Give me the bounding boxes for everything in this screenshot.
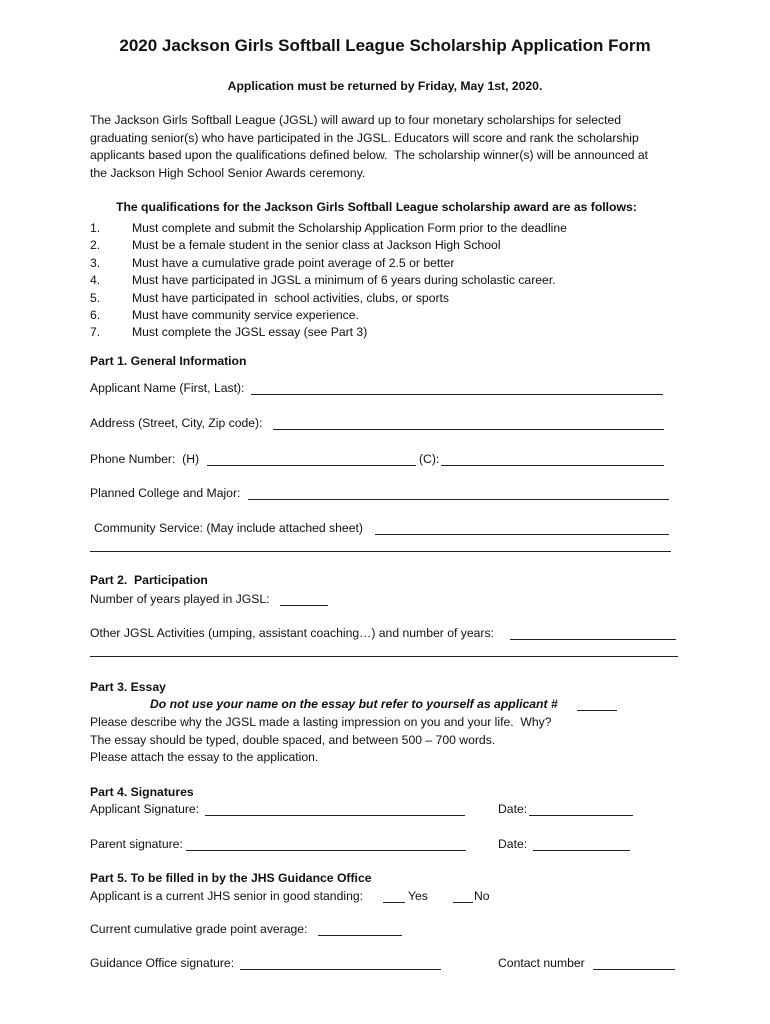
guidance-signature-field[interactable]	[240, 969, 441, 970]
applicant-number-field[interactable]	[577, 710, 617, 711]
deadline-notice: Application must be returned by Friday, May 1st, 2020.	[227, 79, 543, 93]
applicant-name-field[interactable]	[251, 394, 663, 395]
qualification-item: Must have community service experience.	[132, 308, 359, 322]
applicant-name-label: Applicant Name (First, Last):	[90, 381, 245, 395]
qualification-item: Must complete and submit the Scholarship Application Form prior to the deadline	[132, 221, 567, 235]
form-title: 2020 Jackson Girls Softball League Scholarship Application Form	[119, 36, 651, 55]
part5-heading: Part 5. To be filled in by the JHS Guidance Office	[90, 871, 372, 885]
parent-signature-field[interactable]	[186, 850, 466, 851]
guidance-signature-label: Guidance Office signature:	[90, 956, 235, 970]
essay-instruction: Do not use your name on the essay but refer to yourself as applicant #	[150, 697, 558, 711]
intro-line: graduating senior(s) who have participated in the JGSL. Educators will score and rank the scholarship	[90, 131, 639, 145]
years-played-label: Number of years played in JGSL:	[90, 592, 270, 606]
qualification-number: 5.	[90, 291, 101, 305]
home-phone-label: Phone Number: (H)	[90, 452, 200, 466]
part3-heading: Part 3. Essay	[90, 680, 166, 694]
years-played-field[interactable]	[280, 605, 328, 606]
intro-line: applicants based upon the qualifications defined below. The scholarship winner(s) will be announced at	[90, 148, 649, 162]
cell-phone-label: (C):	[419, 452, 440, 466]
college-major-label: Planned College and Major:	[90, 486, 241, 500]
applicant-date-label: Date:	[498, 802, 528, 816]
qualification-number: 2.	[90, 238, 101, 252]
parent-date-label: Date:	[498, 837, 528, 851]
gpa-label: Current cumulative grade point average:	[90, 922, 308, 936]
contact-number-label: Contact number	[498, 956, 585, 970]
part4-heading: Part 4. Signatures	[90, 785, 194, 799]
applicant-signature-field[interactable]	[205, 815, 465, 816]
home-phone-field[interactable]	[207, 465, 416, 466]
intro-line: the Jackson High School Senior Awards ceremony.	[90, 166, 366, 180]
yes-checkbox-blank[interactable]	[383, 902, 405, 903]
qualification-number: 7.	[90, 325, 101, 339]
qualifications-heading: The qualifications for the Jackson Girls Softball League scholarship award are as follows:	[116, 200, 637, 214]
yes-label: Yes	[408, 889, 428, 903]
applicant-signature-label: Applicant Signature:	[90, 802, 200, 816]
other-activities-field-continued[interactable]	[90, 656, 678, 657]
community-service-field[interactable]	[375, 534, 669, 535]
part1-heading: Part 1. General Information	[90, 354, 247, 368]
qualification-item: Must have participated in JGSL a minimum of 6 years during scholastic career.	[132, 273, 556, 287]
qualification-number: 3.	[90, 256, 101, 270]
qualification-item: Must be a female student in the senior class at Jackson High School	[132, 238, 501, 252]
other-activities-field[interactable]	[510, 639, 676, 640]
contact-number-field[interactable]	[593, 969, 675, 970]
parent-signature-label: Parent signature:	[90, 837, 183, 851]
intro-line: The Jackson Girls Softball League (JGSL) will award up to four monetary scholarships for selected	[90, 113, 622, 127]
no-checkbox-blank[interactable]	[453, 902, 473, 903]
qualification-item: Must complete the JGSL essay (see Part 3)	[132, 325, 368, 339]
cell-phone-field[interactable]	[441, 465, 664, 466]
no-label: No	[474, 889, 490, 903]
gpa-field[interactable]	[318, 935, 402, 936]
qualification-number: 4.	[90, 273, 101, 287]
qualification-number: 6.	[90, 308, 101, 322]
good-standing-label: Applicant is a current JHS senior in good standing:	[90, 889, 364, 903]
qualification-item: Must have participated in school activities, clubs, or sports	[132, 291, 450, 305]
essay-line: Please describe why the JGSL made a lasting impression on you and your life. Why?	[90, 715, 552, 729]
other-activities-label: Other JGSL Activities (umping, assistant coaching…) and number of years:	[90, 626, 494, 640]
qualification-item: Must have a cumulative grade point average of 2.5 or better	[132, 256, 455, 270]
community-service-label: Community Service: (May include attached sheet)	[94, 521, 363, 535]
essay-line: The essay should be typed, double spaced, and between 500 – 700 words.	[90, 733, 496, 747]
essay-line: Please attach the essay to the application.	[90, 750, 319, 764]
parent-date-field[interactable]	[533, 850, 630, 851]
college-major-field[interactable]	[248, 499, 669, 500]
community-service-field-continued[interactable]	[90, 551, 671, 552]
qualification-number: 1.	[90, 221, 101, 235]
address-label: Address (Street, City, Zip code):	[90, 416, 263, 430]
applicant-date-field[interactable]	[529, 815, 633, 816]
address-field[interactable]	[273, 429, 664, 430]
part2-heading: Part 2. Participation	[90, 573, 208, 587]
